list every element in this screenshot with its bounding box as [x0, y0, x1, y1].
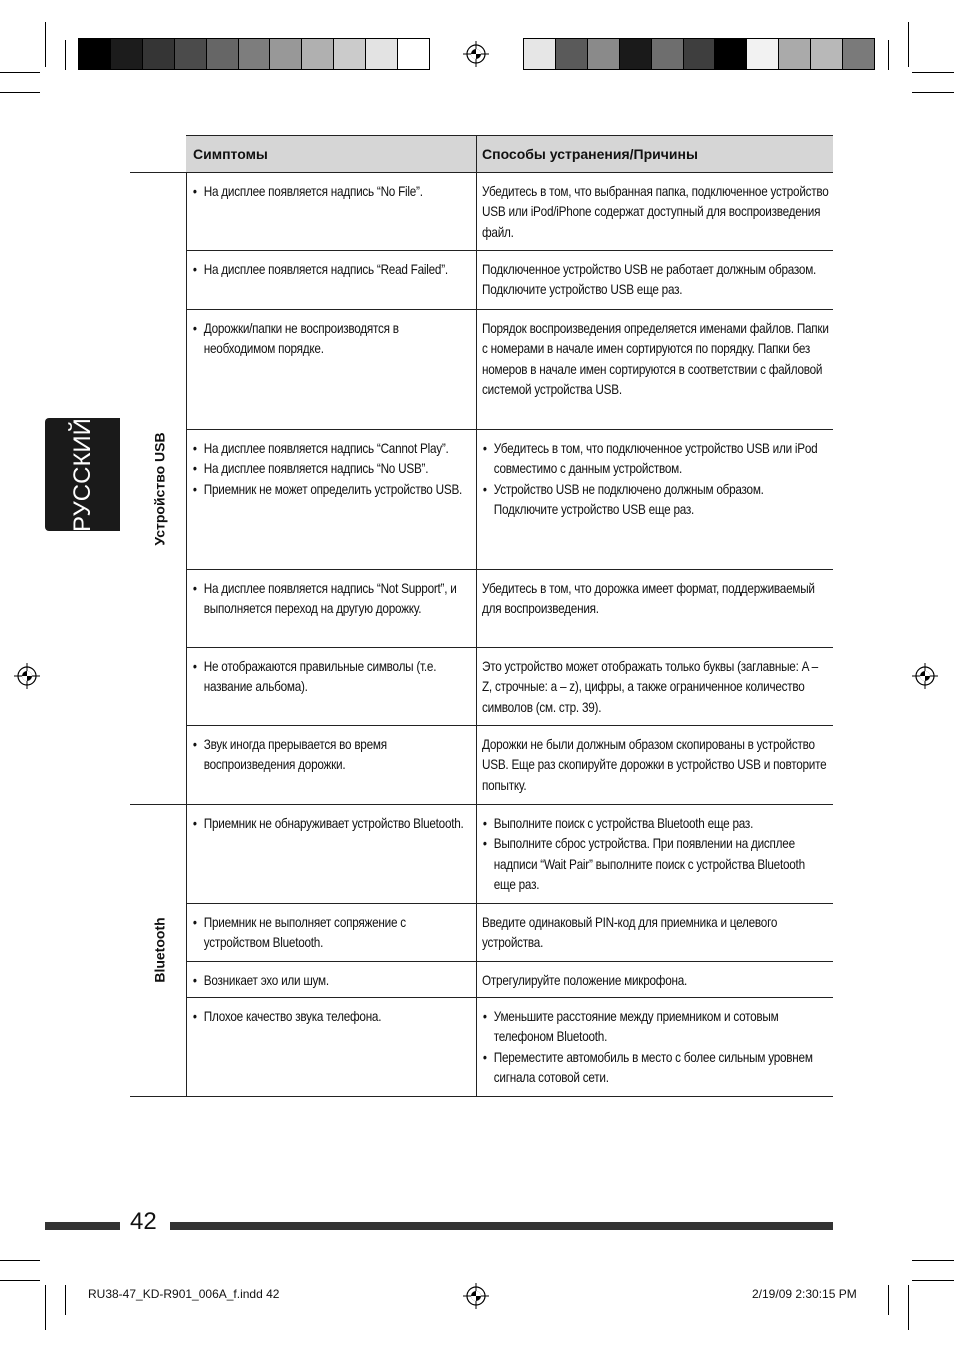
color-swatch	[747, 39, 779, 69]
color-swatch	[111, 39, 143, 69]
color-swatch	[302, 39, 334, 69]
footer-rule-left	[45, 1222, 120, 1230]
symptom-cell	[192, 656, 470, 697]
color-calibration-bar-left	[78, 38, 430, 70]
list-item: • Уменьшите расстояние между приемником и сотовым телефоном Bluetooth.	[482, 1006, 829, 1047]
color-swatch	[588, 39, 620, 69]
registration-mark-icon	[912, 663, 938, 689]
list-item: • Приемник не выполняет сопряжение с устройством Bluetooth.	[192, 912, 470, 953]
table-rule	[476, 135, 477, 1096]
table-rule	[130, 804, 833, 805]
symptom-cell	[192, 259, 470, 279]
symptom-cell	[192, 578, 470, 619]
list-item: • Дорожки/папки не воспроизводятся в необходимом порядке.	[192, 318, 470, 359]
color-calibration-bar-right	[523, 38, 875, 70]
color-swatch	[811, 39, 843, 69]
color-swatch	[334, 39, 366, 69]
color-swatch	[143, 39, 175, 69]
header-symptoms: Симптомы	[193, 146, 268, 162]
list-item: • На дисплее появляется надпись “Read Failed”.	[192, 259, 470, 279]
remedy-cell	[482, 656, 829, 717]
language-tab	[45, 418, 120, 531]
remedy-cell	[482, 438, 829, 520]
symptom-cell	[192, 912, 470, 953]
remedy-cell	[482, 259, 829, 300]
table-rule	[186, 250, 833, 251]
table-rule	[186, 569, 833, 570]
remedy-cell	[482, 578, 829, 619]
color-swatch	[620, 39, 652, 69]
color-swatch	[652, 39, 684, 69]
list-item: • Выполните поиск с устройства Bluetooth еще раз.	[482, 813, 829, 833]
cell-text: Порядок воспроизведения определяется именами файлов. Папки с номерами в начале имен сортируются по порядку. Папки без номеров в начале имен сортируются в соответствии с файловой системой устройства USB.	[482, 320, 829, 398]
remedy-cell	[482, 970, 829, 990]
color-swatch	[239, 39, 271, 69]
color-swatch	[684, 39, 716, 69]
table-rule	[186, 903, 833, 904]
remedy-cell	[482, 181, 829, 242]
list-item: • На дисплее появляется надпись “Cannot Play”.	[192, 438, 470, 458]
color-swatch	[556, 39, 588, 69]
color-swatch	[79, 39, 111, 69]
list-item: • Выполните сброс устройства. При появлении на дисплее надписи “Wait Pair” выполните поиск с устройства Bluetooth еще раз.	[482, 833, 829, 894]
remedy-cell	[482, 813, 829, 895]
remedy-cell	[482, 318, 829, 400]
remedy-cell	[482, 912, 829, 953]
language-tab-label: РУССКИЙ	[68, 417, 96, 532]
list-item: • Звук иногда прерывается во время воспроизведения дорожки.	[192, 734, 470, 775]
list-item: • На дисплее появляется надпись “Not Support”, и выполняется переход на другую дорожку.	[192, 578, 470, 619]
list-item: • На дисплее появляется надпись “No USB”.	[192, 458, 470, 478]
print-slug-timestamp: 2/19/09 2:30:15 PM	[752, 1287, 857, 1301]
remedy-cell	[482, 734, 829, 795]
list-item: • Устройство USB не подключено должным образом. Подключите устройство USB еще раз.	[482, 479, 829, 520]
symptom-cell	[192, 318, 470, 359]
symptom-cell	[192, 181, 470, 201]
cell-text: Введите одинаковый PIN-код для приемника и целевого устройства.	[482, 914, 778, 951]
color-swatch	[207, 39, 239, 69]
registration-mark-icon	[463, 41, 489, 67]
color-swatch	[175, 39, 207, 69]
remedy-cell	[482, 1006, 829, 1088]
color-swatch	[270, 39, 302, 69]
cell-text: Убедитесь в том, что выбранная папка, подключенное устройство USB или iPod/iPhone содержат доступный для воспроизведения файл.	[482, 183, 829, 240]
symptom-cell	[192, 438, 470, 499]
table-rule	[130, 1096, 833, 1097]
list-item: • Не отображаются правильные символы (т.е. название альбома).	[192, 656, 470, 697]
list-item: • Плохое качество звука телефона.	[192, 1006, 470, 1026]
table-rule	[130, 172, 833, 173]
color-swatch	[524, 39, 556, 69]
print-slug-filename: RU38-47_KD-R901_006A_f.indd 42	[88, 1287, 280, 1301]
table-rule	[186, 429, 833, 430]
list-item: • Убедитесь в том, что подключенное устройство USB или iPod совместимо с данным устройством.	[482, 438, 829, 479]
color-swatch	[398, 39, 429, 69]
registration-mark-icon	[14, 663, 40, 689]
list-item: • Возникает эхо или шум.	[192, 970, 470, 990]
table-rule	[186, 961, 833, 962]
group-label: Устройство USB	[151, 432, 168, 546]
table-rule	[186, 172, 187, 1096]
table-rule	[186, 997, 833, 998]
list-item: • Приемник не может определить устройство USB.	[192, 479, 470, 499]
symptom-cell	[192, 813, 470, 833]
cell-text: Отрегулируйте положение микрофона.	[482, 972, 688, 988]
footer-rule-right	[170, 1222, 833, 1230]
color-swatch	[366, 39, 398, 69]
header-remedies: Способы устранения/Причины	[482, 146, 698, 162]
group-label: Bluetooth	[151, 917, 168, 983]
color-swatch	[715, 39, 747, 69]
color-swatch	[779, 39, 811, 69]
cell-text: Дорожки не были должным образом скопированы в устройство USB. Еще раз скопируйте дорожки в устройство USB и повторите попытку.	[482, 736, 827, 793]
table-rule	[186, 647, 833, 648]
registration-mark-icon	[463, 1283, 489, 1309]
cell-text: Убедитесь в том, что дорожка имеет формат, поддерживаемый для воспроизведения.	[482, 580, 815, 617]
cell-text: Подключенное устройство USB не работает должным образом. Подключите устройство USB еще раз.	[482, 261, 817, 298]
list-item: • Приемник не обнаруживает устройство Bluetooth.	[192, 813, 470, 833]
page-number: 42	[130, 1208, 157, 1235]
color-swatch	[843, 39, 874, 69]
symptom-cell	[192, 1006, 470, 1026]
table-rule	[186, 725, 833, 726]
symptom-cell	[192, 734, 470, 775]
table-rule	[186, 309, 833, 310]
symptom-cell	[192, 970, 470, 990]
list-item: • Переместите автомобиль в место с более сильным уровнем сигнала сотовой сети.	[482, 1047, 829, 1088]
list-item: • На дисплее появляется надпись “No File”.	[192, 181, 470, 201]
cell-text: Это устройство может отображать только буквы (заглавные: A – Z, строчные: a – z), цифры, а также ограниченное количество символов (см. стр. 39).	[482, 658, 818, 715]
